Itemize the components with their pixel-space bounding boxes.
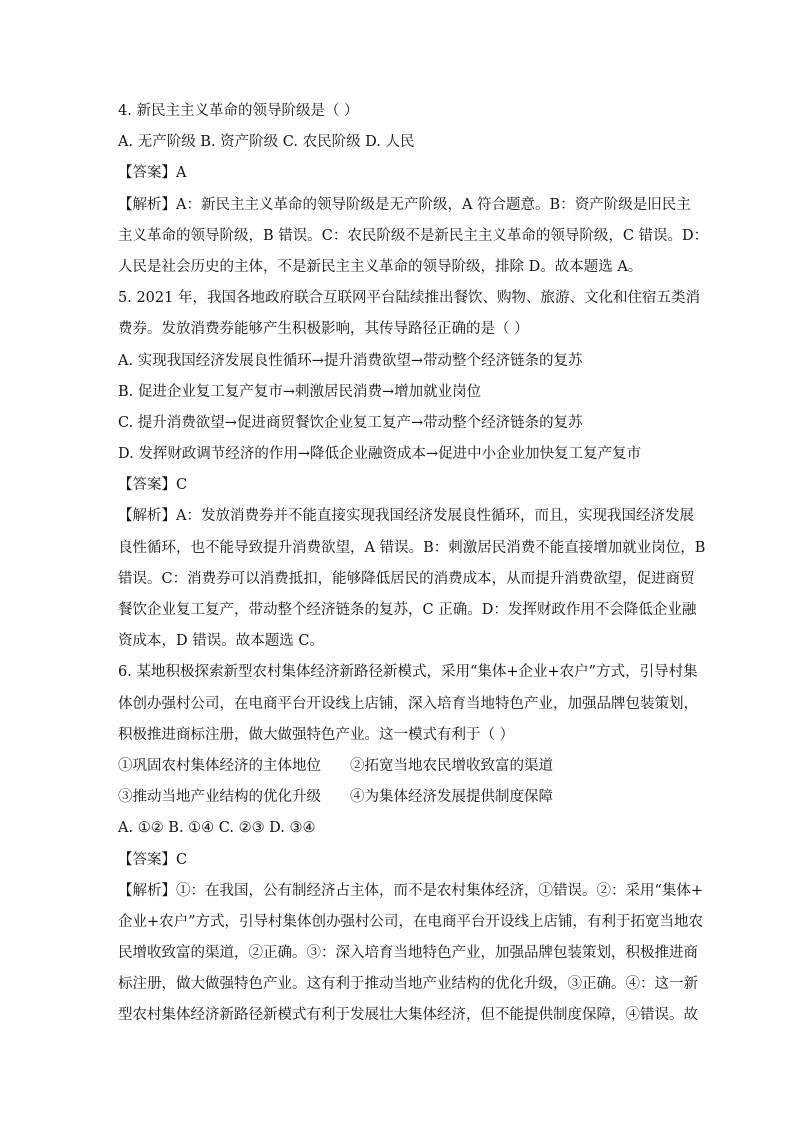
q6-stem-line-3: 积极推进商标注册，做大做强特色产业。这一模式有利于（ ） — [118, 726, 515, 743]
q5-analysis-line-4: 餐饮企业复工复产，带动整个经济链条的复苏，C 正确。D：发挥财政作用不会降低企业融 — [118, 602, 697, 618]
q6-analysis-line-3: 民增收致富的渠道，②正确。③：深入培育当地特色产业，加强品牌包装策划，积极推进商 — [118, 945, 698, 962]
q5-analysis-line-1: 【解析】A：发放消费券并不能直接实现我国经济发展良性循环，而且，实现我国经济发展 — [118, 508, 694, 525]
q5-option-c: C. 提升消费欲望→促进商贸餐饮企业复工复产→带动整个经济链条的复苏 — [118, 414, 583, 431]
q4-analysis-line-2: 主义革命的领导阶级，B 错误。C：农民阶级不是新民主主义革命的领导阶级，C 错误。D： — [118, 227, 709, 244]
q6-item-2: ②拓宽当地农民增收致富的渠道 — [350, 757, 553, 774]
q5-option-b: B. 促进企业复工复产复市→刺激居民消费→增加就业岗位 — [118, 383, 482, 400]
q6-item-3: ③推动当地产业结构的优化升级 — [118, 789, 321, 806]
q6-options: A. ①② B. ①④ C. ②③ D. ③④ — [118, 820, 316, 837]
q6-answer: 【答案】C — [118, 851, 188, 868]
q6-analysis-line-2: 企业+农户”方式，引导村集体创办强村公司，在电商平台开设线上店铺，有利于拓宽当地农 — [118, 913, 704, 930]
q6-analysis-line-5: 型农村集体经济新路径新模式有利于发展壮大集体经济，但不能提供制度保障，④错误。故 — [118, 1007, 698, 1024]
q5-analysis-line-5: 资成本，D 错误。故本题选 C。 — [118, 633, 324, 650]
q5-option-d: D. 发挥财政调节经济的作用→降低企业融资成本→促进中小企业加快复工复产复市 — [118, 446, 642, 463]
q6-stem-line-2: 体创办强村公司，在电商平台开设线上店铺，深入培育当地特色产业，加强品牌包装策划， — [118, 695, 698, 712]
q6-analysis-line-4: 标注册，做大做强特色产业。这有利于推动当地产业结构的优化升级，③正确。④：这一新 — [118, 976, 698, 993]
q4-options: A. 无产阶级 B. 资产阶级 C. 农民阶级 D. 人民 — [118, 134, 415, 151]
q5-analysis-line-3: 错误。C：消费券可以消费抵扣，能够降低居民的消费成本，从而提升消费欲望，促进商贸 — [118, 570, 695, 587]
q6-item-1: ①巩固农村集体经济的主体地位 — [118, 757, 321, 774]
q6-items-row-2 — [118, 782, 684, 813]
q6-item-4: ④为集体经济发展提供制度保障 — [350, 789, 553, 806]
q4-stem: 4. 新民主主义革命的领导阶级是（ ） — [118, 103, 359, 119]
q4-analysis-line-3: 人民是社会历史的主体，不是新民主主义革命的领导阶级，排除 D。故本题选 A。 — [118, 258, 643, 275]
q5-stem-line-1: 5. 2021 年，我国各地政府联合互联网平台陆续推出餐饮、购物、旅游、文化和住宿五类消 — [118, 290, 700, 307]
q4-answer: 【答案】A — [118, 165, 187, 182]
q5-answer: 【答案】C — [118, 477, 188, 494]
q5-analysis-line-2: 良性循环，也不能导致提升消费欲望，A 错误。B：刺激居民消费不能直接增加就业岗位，B — [118, 539, 706, 556]
q5-option-a: A. 实现我国经济发展良性循环→提升消费欲望→带动整个经济链条的复苏 — [118, 352, 583, 369]
q5-stem-line-2: 费券。发放消费券能够产生积极影响，其传导路径正确的是（ ） — [118, 321, 529, 338]
q6-items-row-1 — [118, 751, 684, 782]
q6-stem-line-1: 6. 某地积极探索新型农村集体经济新路径新模式，采用“集体+企业+农户”方式，引导村集 — [118, 664, 698, 681]
q4-analysis-line-1: 【解析】A：新民主主义革命的领导阶级是无产阶级，A 符合题意。B：资产阶级是旧民主 — [118, 196, 691, 213]
q6-analysis-line-1: 【解析】①：在我国，公有制经济占主体，而不是农村集体经济，①错误。②：采用“集体+ — [118, 882, 704, 899]
